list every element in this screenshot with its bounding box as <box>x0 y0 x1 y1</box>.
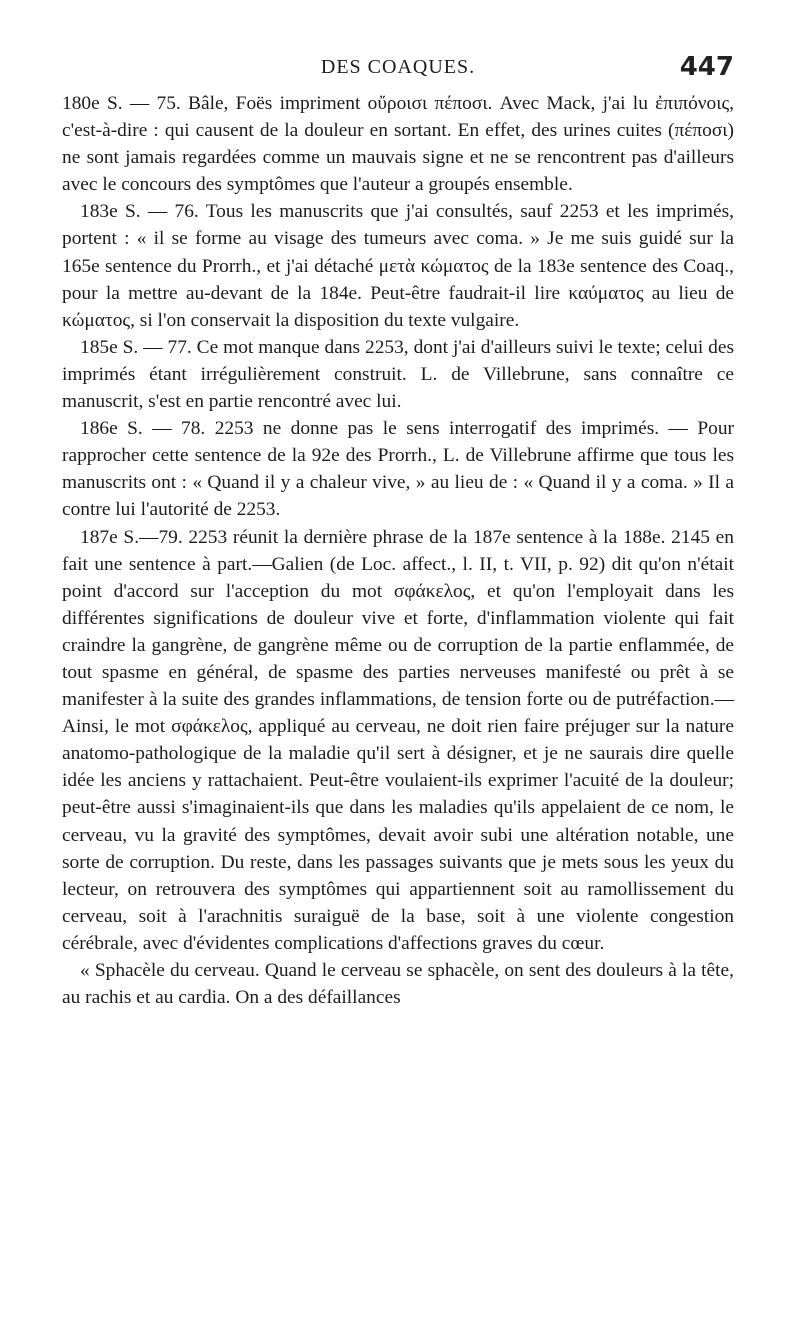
paragraph-note-75: 180e S. — 75. Bâle, Foës impriment οὔροισι πέποσι. Avec Mack, j'ai lu ἐπιπόνοις, c'est-à-dire : qui causent de la douleur en sortant. En effet, des urines cuites (πέποσι) ne sont jamais regardées comme un mauvais signe et ne se rencontrent pas d'ailleurs avec le concours des symptômes que l'auteur a groupés ensemble. <box>62 93 734 196</box>
book-page <box>62 50 734 1011</box>
paragraph-note-79: 187e S.—79. 2253 réunit la dernière phrase de la 187e sentence à la 188e. 2145 en fait une sentence à part.—Galien (de Loc. affect., l. II, t. VII, p. 92) dit qu'on n'était point d'accord sur l'acception du mot σφάκελος, et qu'on l'employait dans les différentes significations de douleur vive et forte, d'inflammation violente qui fait craindre la gangrène, de gangrène même ou de corruption de la partie enflammée, de tout spasme en général, de spasme des parties nerveuses manifesté ou prêt à se manifester à la suite des grandes inflammations, de tension forte ou de putréfaction.—Ainsi, le mot σφάκελος, appliqué au cerveau, ne doit rien faire préjuger sur la nature anatomo-pathologique de la maladie qu'il sert à désigner, et je ne saurais dire quelle idée les anciens y rattachaient. Peut-être voulaient-ils exprimer l'acuité de la douleur; peut-être aussi s'imaginaient-ils que dans les maladies qu'ils appelaient de ce nom, le cerveau, vu la gravité des symptômes, devait avoir subi une altération notable, une sorte de corruption. Du reste, dans les passages suivants que je mets sous les yeux du lecteur, on retrouvera des symptômes qui appartiennent soit au ramollissement du cerveau, soit à l'arachnitis suraiguë de la base, soit à une violente congestion cérébrale, avec d'évidentes complications d'affections graves du cœur. <box>62 526 734 954</box>
body-text <box>62 90 734 1011</box>
running-title: DES COAQUES. <box>320 56 476 78</box>
page-number: 447 <box>679 52 734 82</box>
paragraph-sphacele-quote: « Sphacèle du cerveau. Quand le cerveau se sphacèle, on sent des douleurs à la tête, au rachis et au cardia. On a des défaillances <box>62 960 734 1009</box>
paragraph-note-77: 185e S. — 77. Ce mot manque dans 2253, dont j'ai d'ailleurs suivi le texte; celui des imprimés étant irrégulièrement construit. L. de Villebrune, sans connaître ce manuscrit, s'est en partie rencontré avec lui. <box>62 336 734 413</box>
paragraph-note-76: 183e S. — 76. Tous les manuscrits que j'ai consultés, sauf 2253 et les imprimés, portent : « il se forme au visage des tumeurs avec coma. » Je me suis guidé sur la 165e sentence du Prorrh., et j'ai détaché μετὰ κώματος de la 183e sentence des Coaq., pour la mettre au-devant de la 184e. Peut-être faudrait-il lire καύματος au lieu de κώματος, si l'on conservait la disposition du texte vulgaire. <box>62 201 734 331</box>
paragraph-note-78: 186e S. — 78. 2253 ne donne pas le sens interrogatif des imprimés. — Pour rapprocher cette sentence de la 92e des Prorrh., L. de Villebrune affirme que tous les manuscrits ont : « Quand il y a chaleur vive, » au lieu de : « Quand il y a coma. » Il a contre lui l'autorité de 2253. <box>62 418 734 521</box>
page-header <box>62 50 734 90</box>
